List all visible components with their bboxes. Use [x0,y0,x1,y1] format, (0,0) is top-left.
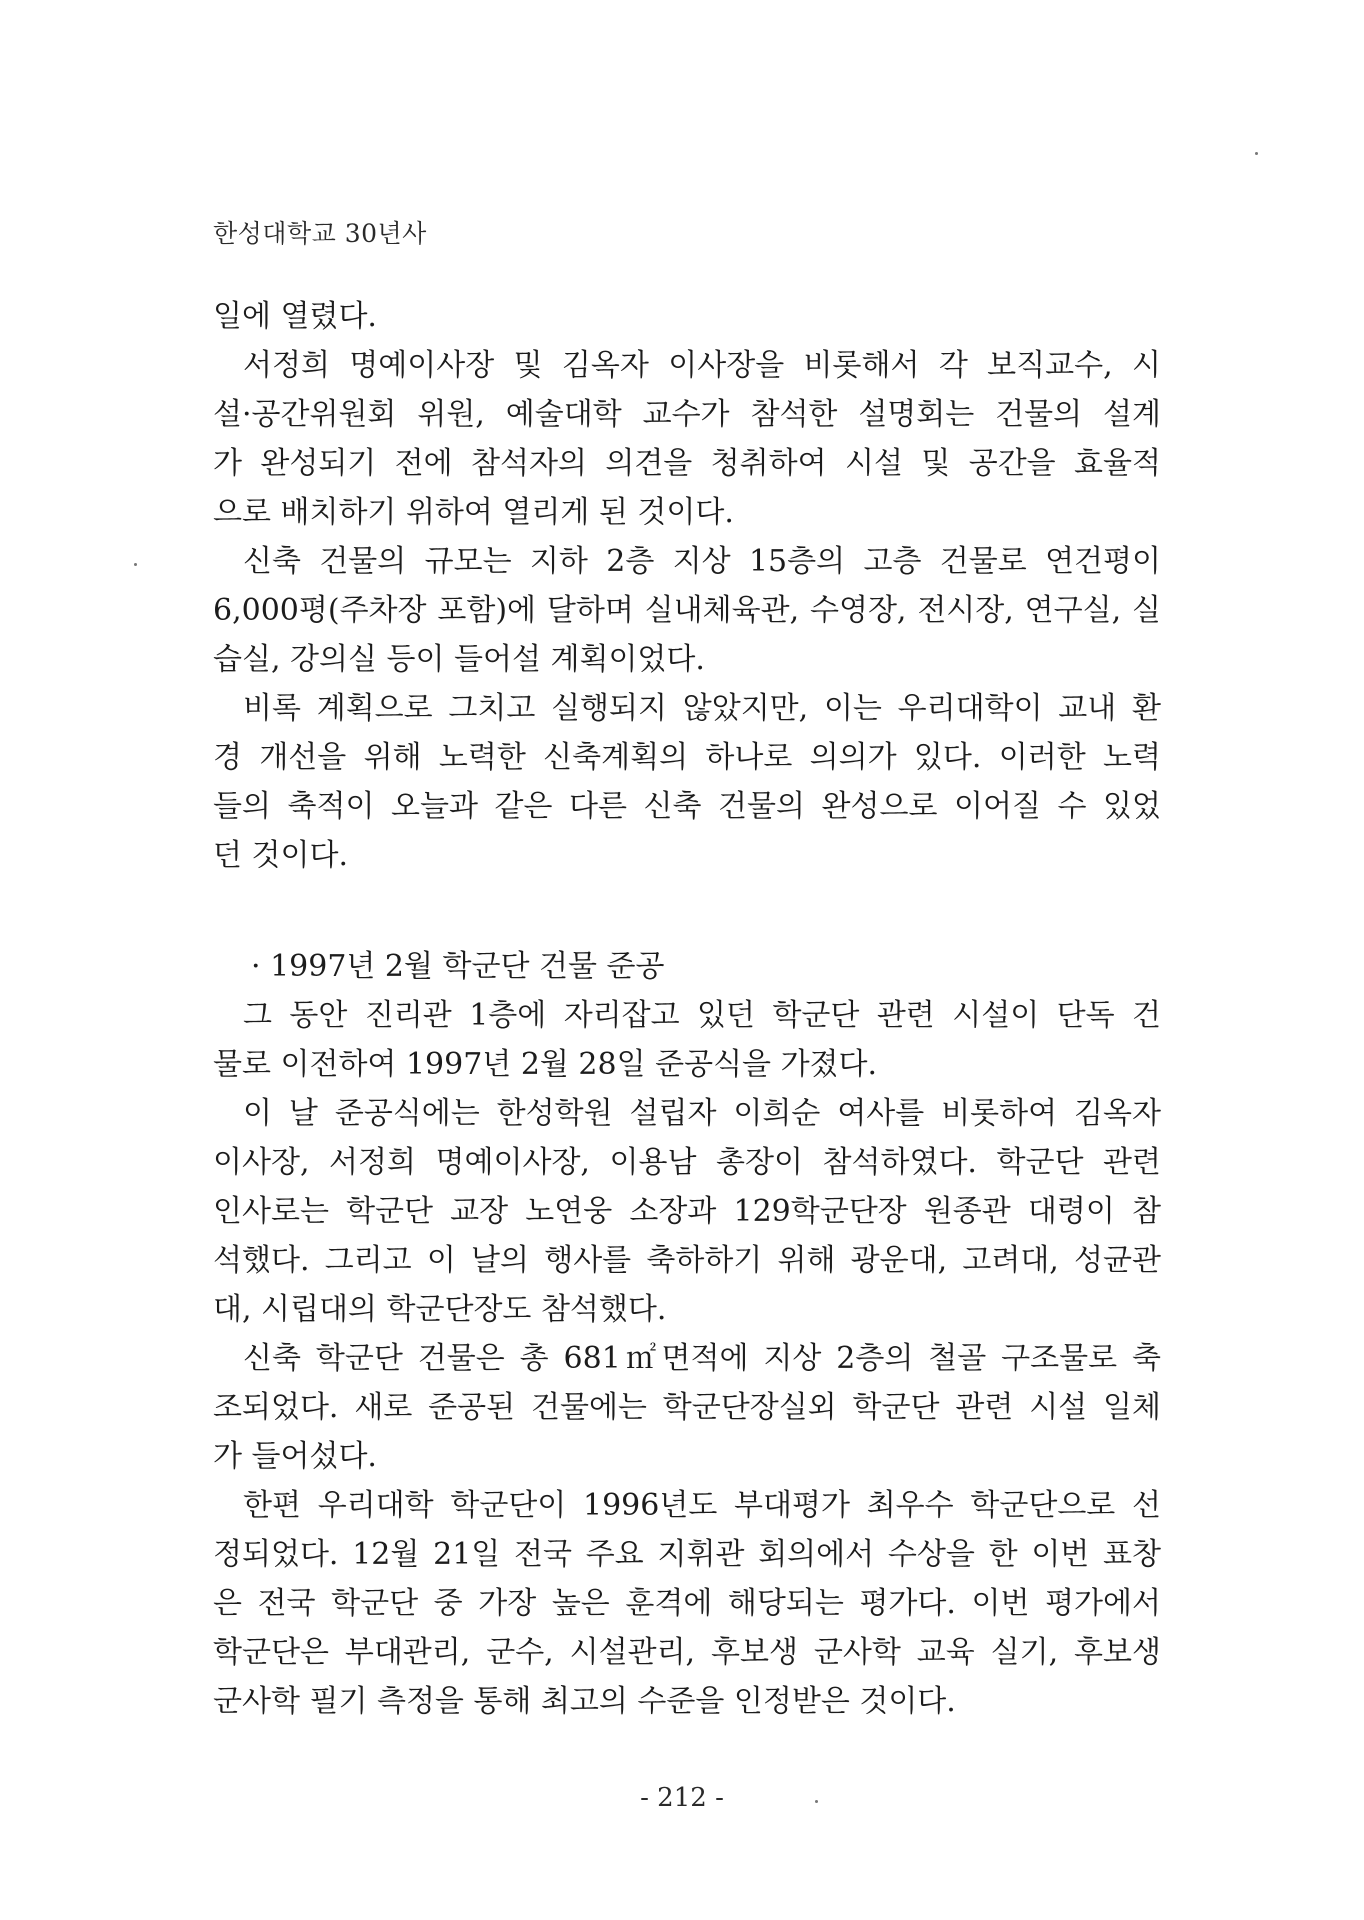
text-line: 신축 학군단 건물은 총 681㎡면적에 지상 2층의 철골 구조물로 축 [243,1341,1161,1376]
scan-speck [815,1800,818,1803]
text-line: 설·공간위원회 위원, 예술대학 교수가 참석한 설명회는 건물의 설계 [213,397,1161,432]
section-spacer [213,880,1161,942]
text-line: 그 동안 진리관 1층에 자리잡고 있던 학군단 관련 시설이 단독 건 [243,998,1161,1033]
section-heading: · 1997년 2월 학군단 건물 준공 [251,949,665,984]
text-line: 은 전국 학군단 중 가장 높은 훈격에 해당되는 평가다. 이번 평가에서 [213,1586,1161,1621]
body-text [213,292,1161,1726]
running-header: 한성대학교 30년사 [213,219,427,248]
text-line: 경 개선을 위해 노력한 신축계획의 하나로 의의가 있다. 이러한 노력 [213,740,1161,775]
text-line: 으로 배치하기 위하여 열리게 된 것이다. [213,495,734,530]
text-line: 던 것이다. [213,838,348,873]
text-line: 서정희 명예이사장 및 김옥자 이사장을 비롯해서 각 보직교수, 시 [243,348,1161,383]
text-line: 가 들어섰다. [213,1439,377,1474]
text-line: 석했다. 그리고 이 날의 행사를 축하하기 위해 광운대, 고려대, 성균관 [213,1243,1161,1278]
text-line: 가 완성되기 전에 참석자의 의견을 청취하여 시설 및 공간을 효율적 [213,446,1161,481]
text-line: 한편 우리대학 학군단이 1996년도 부대평가 최우수 학군단으로 선 [243,1488,1161,1523]
text-line: 일에 열렸다. [213,299,377,334]
text-line: 정되었다. 12월 21일 전국 주요 지휘관 회의에서 수상을 한 이번 표창 [213,1537,1161,1572]
text-line: 습실, 강의실 등이 들어설 계획이었다. [213,642,705,677]
text-line: 6,000평(주차장 포함)에 달하며 실내체육관, 수영장, 전시장, 연구실, 실 [213,593,1161,628]
text-line: 신축 건물의 규모는 지하 2층 지상 15층의 고층 건물로 연건평이 [243,544,1161,579]
scan-speck [134,563,137,566]
page-number: - 212 - [640,1783,724,1813]
text-line: 물로 이전하여 1997년 2월 28일 준공식을 가졌다. [213,1047,878,1082]
text-line: 군사학 필기 측정을 통해 최고의 수준을 인정받은 것이다. [213,1684,956,1719]
text-line: 들의 축적이 오늘과 같은 다른 신축 건물의 완성으로 이어질 수 있었 [213,789,1161,824]
text-line: 조되었다. 새로 준공된 건물에는 학군단장실외 학군단 관련 시설 일체 [213,1390,1161,1425]
text-line: 이사장, 서정희 명예이사장, 이용남 총장이 참석하였다. 학군단 관련 [213,1145,1161,1180]
text-line: 인사로는 학군단 교장 노연웅 소장과 129학군단장 원종관 대령이 참 [213,1194,1161,1229]
text-line: 학군단은 부대관리, 군수, 시설관리, 후보생 군사학 교육 실기, 후보생 [213,1635,1161,1670]
text-line: 이 날 준공식에는 한성학원 설립자 이희순 여사를 비롯하여 김옥자 [243,1096,1161,1131]
text-line: 대, 시립대의 학군단장도 참석했다. [213,1292,667,1327]
scan-speck [1255,152,1258,155]
text-line: 비록 계획으로 그치고 실행되지 않았지만, 이는 우리대학이 교내 환 [243,691,1161,726]
